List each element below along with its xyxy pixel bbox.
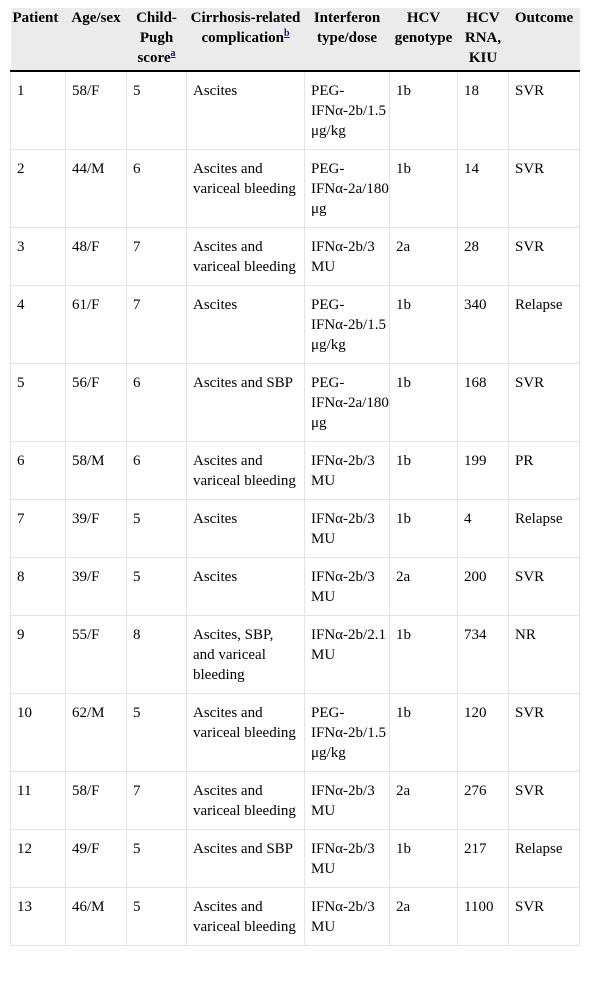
- cell-interferon: IFNα-2b/3 MU: [305, 830, 390, 888]
- cell-child-pugh-score: 5: [127, 71, 187, 150]
- cell-age-sex: 58/F: [66, 772, 127, 830]
- patient-table: [10, 8, 580, 946]
- cell-patient: 3: [11, 228, 66, 286]
- cell-child-pugh-score: 5: [127, 830, 187, 888]
- table-body: [11, 71, 580, 946]
- cell-age-sex: 58/F: [66, 71, 127, 150]
- cell-interferon: PEG-IFNα-2b/1.5 μg/kg: [305, 286, 390, 364]
- cell-hcv-rna: 276: [458, 772, 509, 830]
- column-header-outcome: [509, 8, 580, 71]
- cell-age-sex: 39/F: [66, 558, 127, 616]
- table-row: [11, 558, 580, 616]
- cell-hcv-rna: 28: [458, 228, 509, 286]
- cell-child-pugh-score: 5: [127, 888, 187, 946]
- cell-hcv-rna: 200: [458, 558, 509, 616]
- table-row: [11, 71, 580, 150]
- cell-outcome: SVR: [509, 364, 580, 442]
- column-header-label: Child-Pugh score: [136, 10, 177, 66]
- cell-age-sex: 46/M: [66, 888, 127, 946]
- cell-patient: 12: [11, 830, 66, 888]
- cell-complication: Ascites and variceal bleeding: [187, 694, 305, 772]
- cell-patient: 2: [11, 150, 66, 228]
- cell-genotype: 1b: [390, 500, 458, 558]
- cell-patient: 4: [11, 286, 66, 364]
- cell-age-sex: 39/F: [66, 500, 127, 558]
- table-row: [11, 286, 580, 364]
- cell-genotype: 2a: [390, 228, 458, 286]
- cell-complication: Ascites, SBP, and variceal bleeding: [187, 616, 305, 694]
- cell-interferon: IFNα-2b/3 MU: [305, 228, 390, 286]
- cell-age-sex: 44/M: [66, 150, 127, 228]
- cell-outcome: SVR: [509, 772, 580, 830]
- cell-patient: 13: [11, 888, 66, 946]
- cell-child-pugh-score: 6: [127, 150, 187, 228]
- cell-outcome: SVR: [509, 694, 580, 772]
- cell-child-pugh-score: 6: [127, 364, 187, 442]
- cell-outcome: SVR: [509, 558, 580, 616]
- table-row: [11, 694, 580, 772]
- cell-interferon: IFNα-2b/3 MU: [305, 772, 390, 830]
- column-header-label: Outcome: [514, 10, 574, 26]
- cell-patient: 1: [11, 71, 66, 150]
- cell-interferon: PEG-IFNα-2a/180 μg: [305, 364, 390, 442]
- column-header-label: HCV RNA, KIU: [464, 10, 502, 66]
- column-header-label: Interferon type/dose: [313, 10, 381, 46]
- table-row: [11, 150, 580, 228]
- footnote-link[interactable]: b: [283, 28, 290, 39]
- table-row: [11, 364, 580, 442]
- cell-interferon: IFNα-2b/3 MU: [305, 442, 390, 500]
- cell-genotype: 1b: [390, 71, 458, 150]
- cell-patient: 7: [11, 500, 66, 558]
- cell-complication: Ascites and SBP: [187, 364, 305, 442]
- cell-hcv-rna: 199: [458, 442, 509, 500]
- cell-outcome: Relapse: [509, 500, 580, 558]
- cell-genotype: 1b: [390, 150, 458, 228]
- cell-genotype: 1b: [390, 364, 458, 442]
- cell-age-sex: 55/F: [66, 616, 127, 694]
- column-header-label: Cirrhosis-related complication: [190, 10, 301, 46]
- cell-child-pugh-score: 7: [127, 228, 187, 286]
- cell-interferon: PEG-IFNα-2b/1.5 μg/kg: [305, 694, 390, 772]
- cell-complication: Ascites and variceal bleeding: [187, 150, 305, 228]
- cell-child-pugh-score: 7: [127, 772, 187, 830]
- table-container: [10, 8, 579, 946]
- cell-genotype: 1b: [390, 830, 458, 888]
- column-header-complication: [187, 8, 305, 71]
- table-row: [11, 888, 580, 946]
- cell-hcv-rna: 4: [458, 500, 509, 558]
- cell-age-sex: 48/F: [66, 228, 127, 286]
- table-row: [11, 228, 580, 286]
- cell-complication: Ascites and SBP: [187, 830, 305, 888]
- cell-hcv-rna: 14: [458, 150, 509, 228]
- cell-patient: 5: [11, 364, 66, 442]
- table-header: [11, 8, 580, 71]
- cell-outcome: SVR: [509, 150, 580, 228]
- table-row: [11, 772, 580, 830]
- column-header-patient: [11, 8, 66, 71]
- column-header-label: Age/sex: [71, 10, 121, 26]
- table-row: [11, 616, 580, 694]
- cell-interferon: IFNα-2b/3 MU: [305, 888, 390, 946]
- cell-outcome: NR: [509, 616, 580, 694]
- cell-complication: Ascites: [187, 286, 305, 364]
- table-row: [11, 500, 580, 558]
- column-header-label: Patient: [12, 10, 59, 26]
- cell-age-sex: 62/M: [66, 694, 127, 772]
- cell-age-sex: 61/F: [66, 286, 127, 364]
- cell-outcome: Relapse: [509, 830, 580, 888]
- cell-hcv-rna: 18: [458, 71, 509, 150]
- cell-age-sex: 49/F: [66, 830, 127, 888]
- cell-outcome: PR: [509, 442, 580, 500]
- cell-interferon: PEG-IFNα-2a/180 μg: [305, 150, 390, 228]
- cell-hcv-rna: 734: [458, 616, 509, 694]
- column-header-child-pugh-score: [127, 8, 187, 71]
- cell-hcv-rna: 1100: [458, 888, 509, 946]
- cell-genotype: 1b: [390, 286, 458, 364]
- cell-genotype: 1b: [390, 442, 458, 500]
- cell-complication: Ascites and variceal bleeding: [187, 772, 305, 830]
- header-row: [11, 8, 580, 71]
- cell-genotype: 2a: [390, 772, 458, 830]
- cell-complication: Ascites and variceal bleeding: [187, 888, 305, 946]
- column-header-age-sex: [66, 8, 127, 71]
- column-header-interferon: [305, 8, 390, 71]
- cell-child-pugh-score: 7: [127, 286, 187, 364]
- cell-complication: Ascites: [187, 500, 305, 558]
- footnote-link[interactable]: a: [170, 48, 176, 59]
- cell-patient: 10: [11, 694, 66, 772]
- cell-age-sex: 58/M: [66, 442, 127, 500]
- cell-outcome: Relapse: [509, 286, 580, 364]
- cell-hcv-rna: 168: [458, 364, 509, 442]
- cell-age-sex: 56/F: [66, 364, 127, 442]
- cell-hcv-rna: 340: [458, 286, 509, 364]
- column-header-hcv-rna: [458, 8, 509, 71]
- cell-outcome: SVR: [509, 71, 580, 150]
- cell-patient: 9: [11, 616, 66, 694]
- column-header-label: HCV genotype: [394, 10, 453, 46]
- cell-child-pugh-score: 5: [127, 694, 187, 772]
- cell-interferon: IFNα-2b/3 MU: [305, 500, 390, 558]
- cell-patient: 8: [11, 558, 66, 616]
- cell-child-pugh-score: 8: [127, 616, 187, 694]
- cell-complication: Ascites: [187, 71, 305, 150]
- cell-hcv-rna: 120: [458, 694, 509, 772]
- cell-complication: Ascites: [187, 558, 305, 616]
- cell-child-pugh-score: 6: [127, 442, 187, 500]
- cell-genotype: 1b: [390, 616, 458, 694]
- cell-genotype: 1b: [390, 694, 458, 772]
- cell-interferon: IFNα-2b/3 MU: [305, 558, 390, 616]
- cell-genotype: 2a: [390, 888, 458, 946]
- cell-hcv-rna: 217: [458, 830, 509, 888]
- cell-interferon: IFNα-2b/2.1 MU: [305, 616, 390, 694]
- table-row: [11, 830, 580, 888]
- cell-patient: 11: [11, 772, 66, 830]
- table-row: [11, 442, 580, 500]
- cell-child-pugh-score: 5: [127, 500, 187, 558]
- cell-genotype: 2a: [390, 558, 458, 616]
- cell-outcome: SVR: [509, 228, 580, 286]
- column-header-genotype: [390, 8, 458, 71]
- cell-child-pugh-score: 5: [127, 558, 187, 616]
- cell-outcome: SVR: [509, 888, 580, 946]
- cell-interferon: PEG-IFNα-2b/1.5 μg/kg: [305, 71, 390, 150]
- cell-complication: Ascites and variceal bleeding: [187, 228, 305, 286]
- cell-patient: 6: [11, 442, 66, 500]
- cell-complication: Ascites and variceal bleeding: [187, 442, 305, 500]
